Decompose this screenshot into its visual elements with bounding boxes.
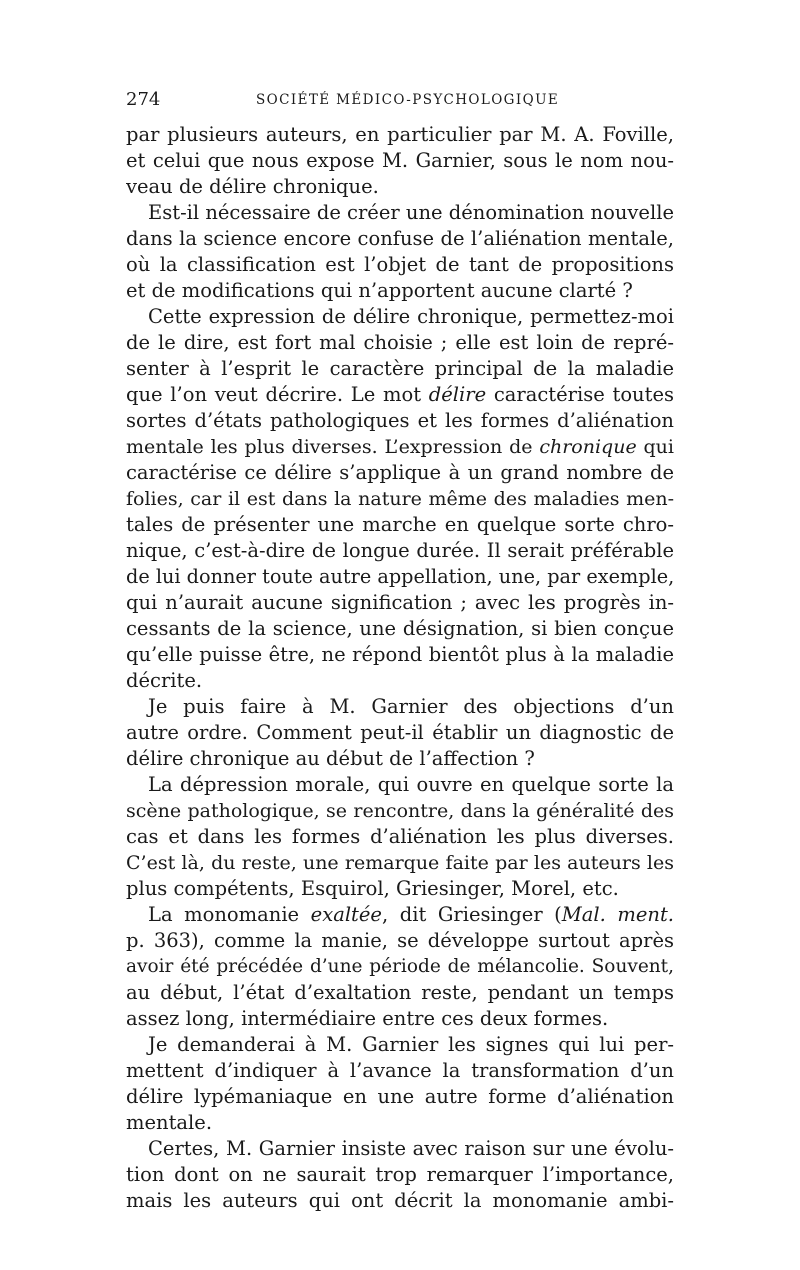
- text-line: de lui donner toute autre appellation, une, par exemple,: [126, 565, 674, 588]
- text-line: assez long, intermédiaire entre ces deux formes.: [126, 1007, 609, 1030]
- text-line: senter à l’esprit le caractère principal de la maladie: [126, 357, 674, 380]
- text-line: Est-il nécessaire de créer une dénomination nouvelle: [148, 201, 674, 224]
- text-line: autre ordre. Comment peut-il établir un diagnostic de: [126, 721, 674, 744]
- running-title: SOCIÉTÉ MÉDICO-PSYCHOLOGIQUE: [256, 92, 560, 108]
- text-line: au début, l’état d’exaltation reste, pendant un temps: [126, 981, 674, 1004]
- text-line: et de modifications qui n’apportent aucune clarté ?: [126, 279, 633, 302]
- text-line: et celui que nous expose M. Garnier, sous le nom nou-: [126, 149, 674, 172]
- text-line: tales de présenter une marche en quelque sorte chro-: [126, 513, 674, 536]
- text-line: Je puis faire à M. Garnier des objections d’un: [148, 695, 674, 718]
- text-line: sortes d’états pathologiques et les formes d’aliénation: [126, 409, 674, 432]
- text-line: p. 363), comme la manie, se développe surtout après: [126, 929, 674, 952]
- text-line: Je demanderai à M. Garnier les signes qui lui per-: [148, 1033, 674, 1056]
- running-head: [126, 86, 674, 114]
- text-line: délire lypémaniaque en une autre forme d’aliénation: [126, 1085, 674, 1108]
- body-text: [126, 122, 674, 1214]
- text-line: La monomanie exaltée, dit Griesinger (Mal. ment.: [148, 903, 674, 926]
- text-line: décrite.: [126, 669, 203, 692]
- text-line: plus compétents, Esquirol, Griesinger, Morel, etc.: [126, 877, 619, 900]
- book-page: [126, 86, 674, 1214]
- text-line: veau de délire chronique.: [126, 175, 379, 198]
- text-line: qui n’aurait aucune signification ; avec les progrès in-: [126, 591, 674, 614]
- text-line: nique, c’est-à-dire de longue durée. Il serait préférable: [126, 539, 674, 562]
- text-line: que l’on veut décrire. Le mot délire caractérise toutes: [126, 383, 674, 406]
- text-line: qu’elle puisse être, ne répond bientôt plus à la maladie: [126, 643, 674, 666]
- text-line: Certes, M. Garnier insiste avec raison sur une évolu-: [148, 1137, 674, 1160]
- text-line: scène pathologique, se rencontre, dans la généralité des: [126, 800, 674, 822]
- text-line: mentale les plus diverses. L’expression de chronique qui: [126, 436, 674, 458]
- text-line: folies, car il est dans la nature même des maladies men-: [126, 488, 674, 510]
- text-line: C’est là, du reste, une remarque faite par les auteurs les: [126, 852, 674, 874]
- text-line: tion dont on ne saurait trop remarquer l’importance,: [126, 1163, 674, 1186]
- page-number: 274: [126, 89, 161, 110]
- text-line: dans la science encore confuse de l’aliénation mentale,: [126, 227, 674, 250]
- text-line: La dépression morale, qui ouvre en quelque sorte la: [148, 773, 674, 796]
- text-line: cessants de la science, une désignation, si bien conçue: [126, 617, 674, 640]
- text-line: par plusieurs auteurs, en particulier par M. A. Foville,: [126, 123, 674, 146]
- text-line: où la classification est l’objet de tant de propositions: [126, 253, 674, 276]
- text-line: mentale.: [126, 1111, 213, 1134]
- text-line: caractérise ce délire s’applique à un grand nombre de: [126, 461, 674, 484]
- text-line: mettent d’indiquer à l’avance la transformation d’un: [126, 1059, 674, 1082]
- text-line: délire chronique au début de l’affection ?: [126, 747, 535, 770]
- text-line: mais les auteurs qui ont décrit la monomanie ambi-: [126, 1189, 674, 1212]
- text-line: de le dire, est fort mal choisie ; elle est loin de repré-: [126, 331, 674, 354]
- text-line: Cette expression de délire chronique, permettez-moi: [148, 305, 674, 328]
- text-line: avoir été précédée d’une période de mélancolie. Souvent,: [126, 956, 674, 977]
- text-line: cas et dans les formes d’aliénation les plus diverses.: [126, 825, 674, 848]
